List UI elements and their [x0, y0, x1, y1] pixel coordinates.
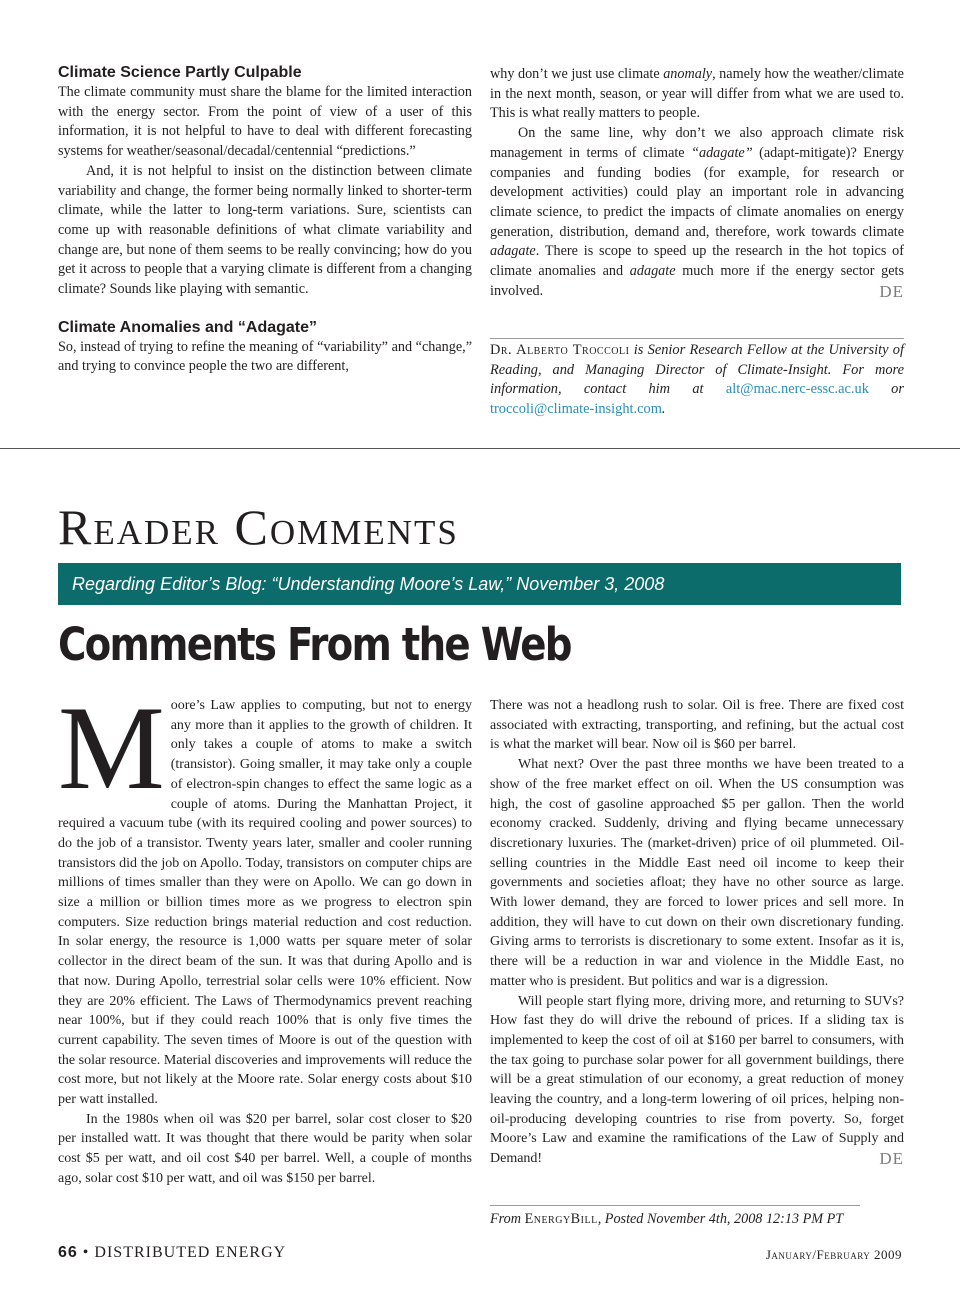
- credit-source: EnergyBill: [524, 1211, 598, 1227]
- email-link-2[interactable]: troccoli@climate-insight.com: [490, 401, 662, 418]
- article-paragraph: The climate community must share the blame for the limited interaction with the energy sector. From the point of view of a user of this information, it is not helpful to have to deal with different forecasting systems for weather/seasonal/decadal/centennial “predictions.”: [58, 84, 472, 160]
- magazine-name: DISTRIBUTED ENERGY: [94, 1244, 287, 1261]
- comments-right-column: [490, 696, 904, 1169]
- article-paragraph: So, instead of trying to refine the meaning of “variability” and “change,” and trying to convince people the two are different,: [58, 338, 472, 375]
- comment-paragraph: Moore’s Law applies to computing, but not to energy any more than it applies to the growth of children. It only takes a couple of atoms to make a switch (transistor). Going smaller, it may take only a couple of electron-spin changes to effect the same logic as a couple of atoms. During the Manhattan Project, it required a vacuum tube (with its required cooling and power sources) to do the job of a transistor. Twenty years later, smaller and cooler running transistors did the job on Apollo. Today, transistors on computer chips are millions of times smaller than they were on Apollo. We can go down in size a million or billion times more as we progress to electron spin computers. Size reduction brings material reduction and cost reduction. In solar energy, the resource is 1,000 watts per square meter of solar collector in the direct beam of the sun. It was that during Apollo and is that now. During Apollo, terrestrial solar cells were 10% efficient. Now they are 20% efficient. The Laws of Thermodynamics prevent reaching near 100%, but if they could reach 100% that is only five times the current capability. The seven times of Moore is out of the question with the solar resource. Material discoveries and improvements will reduce the cost more, but not likely at the Moore rate. Solar energy costs about $10 per watt installed.: [58, 681, 472, 1108]
- issue-date: January/February 2009: [765, 1247, 902, 1262]
- article-right-column: [490, 65, 904, 301]
- comment-paragraph: What next? Over the past three months we have been treated to a show of the free market effect on oil. When the US consumption was high, the cost of gasoline approached $5 per gallon. Then the world economy cracked. Suddenly, driving and flying became unnecessary discretionary luxuries. The (market-driven) price of oil plummeted. Oil-selling countries in the Middle East need oil income to keep their governments and societies afloat; they have no other source as large. With lower demand, they are forced to lower prices and sell more. In addition, they will have to cut down on their own discretionary funding. Giving arms to terrorists is discretionary to some extent. Insofar as it is, there will be a reduction in war and violence in the Middle East, no matter who is president. But politics and war is a digression.: [490, 757, 904, 989]
- author-name: Dr. Alberto Troccoli: [490, 342, 630, 358]
- comments-left-column: [58, 681, 472, 1189]
- footer-bullet: •: [82, 1244, 90, 1261]
- section-divider: [0, 448, 960, 449]
- comment-paragraph: There was not a headlong rush to solar. Oil is free. There are fixed cost associated with extracting, transporting, and refining, but the actual cost is what the market will bear. Now oil is $60 per barrel.: [490, 698, 904, 753]
- drop-cap: M: [58, 681, 165, 814]
- comment-credit: From EnergyBill, Posted November 4th, 2008 12:13 PM PT: [490, 1211, 844, 1227]
- topic-banner: Regarding Editor’s Blog: “Understanding Moore’s Law,” November 3, 2008: [58, 563, 901, 605]
- end-mark: DE: [879, 1149, 904, 1169]
- footer-left: [58, 1244, 286, 1262]
- article-paragraph: why don’t we just use climate anomaly, namely how the weather/climate in the next month, season, or year will differ from what we are used to. This is what really matters to people.: [490, 66, 904, 122]
- author-bio: Dr. Alberto Troccoli is Senior Research Fellow at the University of Reading, and Managing Director of Climate-Insight. For more information, contact him at alt@mac.nerc-essc.ac.uk or troccoli@climate-insight.com.: [490, 342, 904, 418]
- comment-paragraph: Will people start flying more, driving more, and returning to SUVs? How fast they do will drive the rebound of prices. If a sliding tax is implemented to keep the cost of oil at $160 per barrel to consumers, with the tax going to purchase solar power for all government buildings, there will be a great stimulation of our economy, a great reduction of money leaving the country, and a long-term lowering of oil prices, helping non-oil-producing developing countries to rise from poverty. So, forget Moore’s Law and examine the ramifications of the Law of Supply and Demand! DE: [490, 993, 904, 1169]
- article-paragraph: On the same line, why don’t we also approach climate risk management in terms of climate “adagate” (adapt-mitigate)? Energy companies and funding bodies (for example, for research or development activities) could play an important role in advancing climate science, to predict the impacts of climate anomalies on energy generation, distribution, demand and, therefore, work towards climate adagate. There is scope to speed up the research in the hot topics of climate anomalies and adagate much more if the energy sector gets involved. DE: [490, 125, 905, 301]
- heading-climate-science: Climate Science Partly Culpable: [58, 64, 302, 81]
- heading-climate-anomalies: Climate Anomalies and “Adagate”: [58, 318, 318, 336]
- bio-divider: [490, 338, 904, 339]
- email-link-1[interactable]: alt@mac.nerc-essc.ac.uk: [725, 381, 869, 398]
- credit-divider: [490, 1205, 860, 1206]
- article-paragraph: And, it is not helpful to insist on the distinction between climate variability and change, the former being normally linked to shorter-term climate, while the latter to long-term variations. Sure, scientists can come up with reasonable definitions of what climate variability and change are, but none of them seems to be really convincing; how do you get it across to people that a varying climate is different from a changing climate? Sounds like playing with semantic.: [58, 162, 472, 298]
- section-title: Reader Comments: [58, 499, 459, 555]
- comments-title: Comments From the Web: [58, 618, 571, 671]
- page-number: 66: [58, 1244, 78, 1261]
- article-left-column: [58, 63, 472, 377]
- comment-paragraph: In the 1980s when oil was $20 per barrel, solar cost closer to $20 per installed watt. It was thought that there would be parity when solar cost $5 per watt, and oil cost $40 per barrel. Well, a couple of months ago, solar cost $10 per watt, and oil was $150 per barrel.: [58, 1111, 472, 1186]
- end-mark: DE: [879, 281, 904, 301]
